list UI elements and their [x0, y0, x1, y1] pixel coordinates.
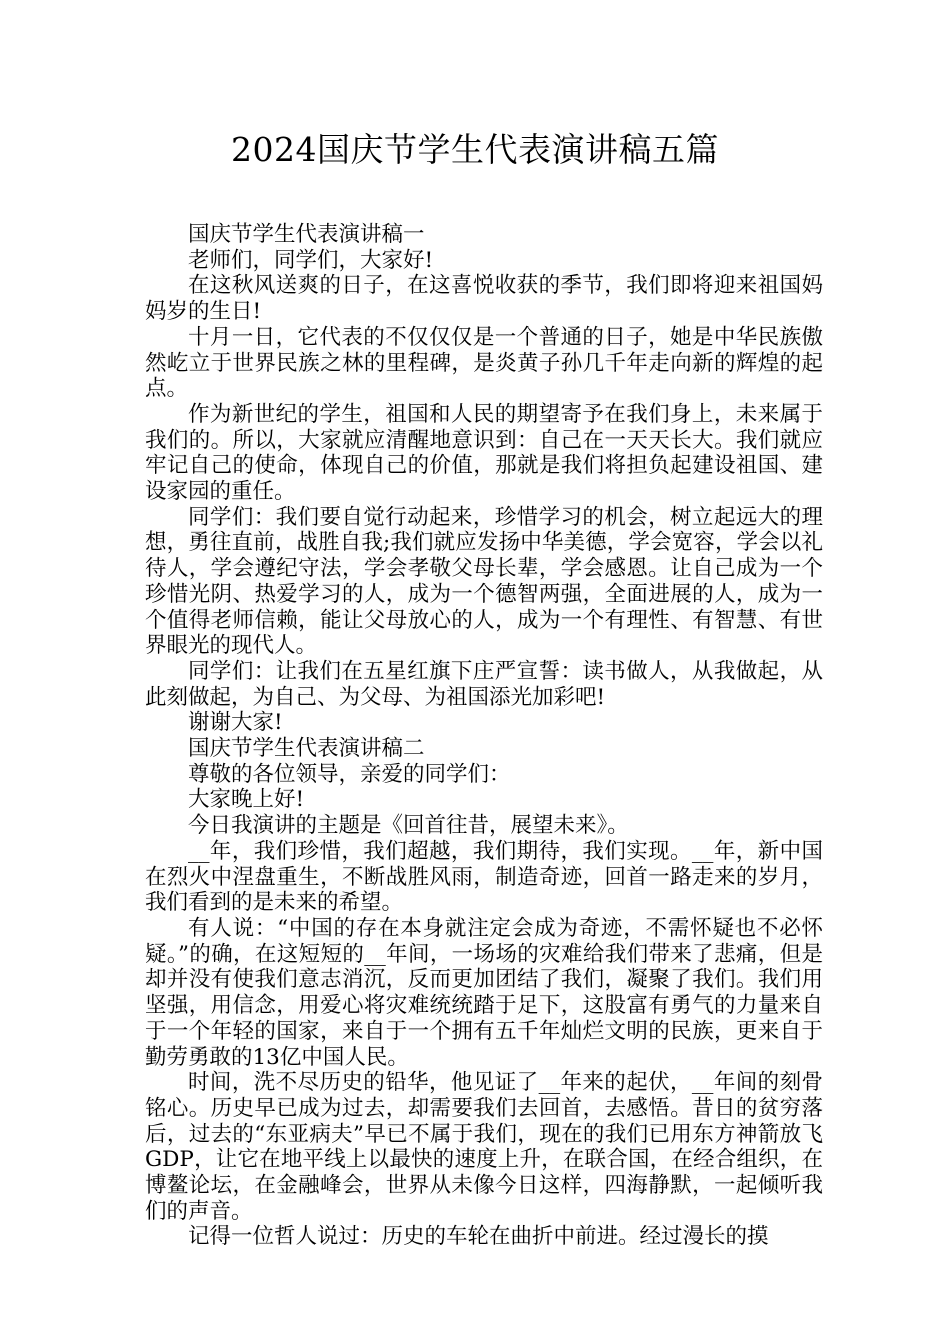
- document-body: [145, 222, 823, 1250]
- paragraph: 同学们：让我们在五星红旗下庄严宣誓：读书做人，从我做起，从此刻做起，为自己、为父母、为祖国添光加彩吧!: [145, 658, 823, 710]
- paragraph: 有人说：“中国的存在本身就注定会成为奇迹，不需怀疑也不必怀疑。”的确，在这短短的__年间，一场场的灾难给我们带来了悲痛，但是却并没有使我们意志消沉，反而更加团结了我们，凝聚了我们。我们用坚强，用信念，用爱心将灾难统统踏于足下，这股富有勇气的力量来自于一个年轻的国家，来自于一个拥有五千年灿烂文明的民族，更来自于勤劳勇敢的13亿中国人民。: [145, 915, 823, 1070]
- paragraph: 在这秋风送爽的日子，在这喜悦收获的季节，我们即将迎来祖国妈妈岁的生日!: [145, 273, 823, 325]
- paragraph: 同学们：我们要自觉行动起来，珍惜学习的机会，树立起远大的理想，勇往直前，战胜自我;我们就应发扬中华美德，学会宽容，学会以礼待人，学会遵纪守法，学会孝敬父母长辈，学会感恩。让自己成为一个珍惜光阴、热爱学习的人，成为一个德智两强，全面进展的人，成为一个值得老师信赖，能让父母放心的人，成为一个有理性、有智慧、有世界眼光的现代人。: [145, 504, 823, 659]
- paragraph: 记得一位哲人说过：历史的车轮在曲折中前进。经过漫长的摸: [188, 1224, 769, 1250]
- paragraph: __年，我们珍惜，我们超越，我们期待，我们实现。__年，新中国在烈火中涅盘重生，不断战胜风雨，制造奇迹，回首一路走来的岁月，我们看到的是未来的希望。: [145, 838, 823, 916]
- paragraph: 时间，洗不尽历史的铅华，他见证了__年来的起伏，__年间的刻骨铭心。历史早已成为过去，却需要我们去回首，去感悟。昔日的贫穷落后，过去的“东亚病夫”早已不属于我们，现在的我们已用东方神箭放飞GDP，让它在地平线上以最快的速度上升，在联合国，在经合组织，在博鳌论坛，在金融峰会，世界从未像今日这样，四海静默，一起倾听我们的声音。: [145, 1070, 823, 1224]
- paragraph: 尊敬的各位领导，亲爱的同学们：: [188, 761, 511, 787]
- heading-speech-2: 国庆节学生代表演讲稿二: [188, 736, 425, 762]
- paragraph: 十月一日，它代表的不仅仅仅是一个普通的日子，她是中华民族傲然屹立于世界民族之林的里程碑，是炎黄子孙几千年走向新的辉煌的起点。: [145, 324, 823, 402]
- paragraph: 老师们，同学们，大家好!: [188, 247, 434, 273]
- paragraph: 今日我演讲的主题是《回首往昔，展望未来》。: [188, 813, 629, 839]
- heading-speech-1: 国庆节学生代表演讲稿一: [188, 222, 425, 247]
- paragraph: 作为新世纪的学生，祖国和人民的期望寄予在我们身上，未来属于我们的。所以，大家就应清醒地意识到：自己在一天天长大。我们就应牢记自己的使命，体现自己的价值，那就是我们将担负起建设祖国、建设家园的重任。: [145, 401, 823, 505]
- paragraph: 大家晚上好!: [188, 787, 305, 813]
- document-title: 2024国庆节学生代表演讲稿五篇: [231, 130, 719, 169]
- paragraph: 谢谢大家!: [188, 710, 283, 736]
